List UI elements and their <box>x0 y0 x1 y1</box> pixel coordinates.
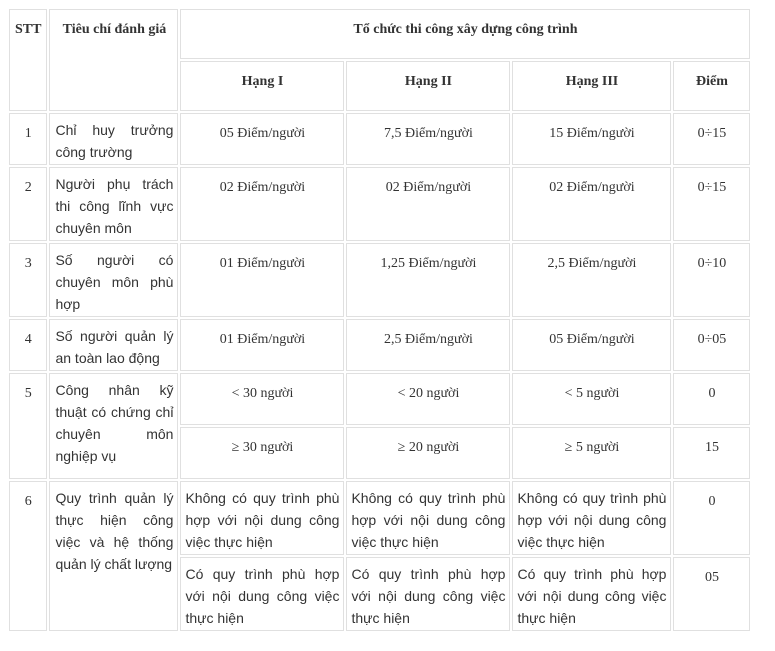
row-rank-2: 1,25 Điểm/người <box>346 243 510 317</box>
row-rank-1: 01 Điểm/người <box>180 319 344 371</box>
header-rank-2: Hạng II <box>346 61 510 111</box>
row-rank-3: 15 Điểm/người <box>512 113 671 165</box>
header-rank-3: Hạng III <box>512 61 671 111</box>
row-rank-2: ≥ 20 người <box>346 427 510 479</box>
row-score: 0÷05 <box>673 319 750 371</box>
row-rank-3: < 5 người <box>512 373 671 425</box>
row-stt: 5 <box>9 373 47 479</box>
table-row <box>9 167 750 241</box>
header-stt: STT <box>9 9 47 111</box>
row-rank-1: 05 Điểm/người <box>180 113 344 165</box>
row-score: 0 <box>673 481 750 555</box>
header-criteria: Tiêu chí đánh giá <box>49 9 178 111</box>
row-criteria: Số người có chuyên môn phù hợp <box>49 243 178 317</box>
row-rank-3: Không có quy trình phù hợp với nội dung công việc thực hiện <box>512 481 671 555</box>
row-criteria: Quy trình quản lý thực hiện công việc và hệ thống quản lý chất lượng <box>49 481 178 631</box>
evaluation-table <box>7 7 752 633</box>
table-row <box>9 373 750 425</box>
row-rank-1: Không có quy trình phù hợp với nội dung công việc thực hiện <box>180 481 344 555</box>
row-rank-3: 02 Điểm/người <box>512 167 671 241</box>
header-score: Điểm <box>673 61 750 111</box>
row-criteria: Chỉ huy trưởng công trường <box>49 113 178 165</box>
row-stt: 6 <box>9 481 47 631</box>
row-rank-3: 2,5 Điểm/người <box>512 243 671 317</box>
row-rank-1: < 30 người <box>180 373 344 425</box>
row-rank-2: Có quy trình phù hợp với nội dung công việc thực hiện <box>346 557 510 631</box>
table-row <box>9 481 750 555</box>
row-score: 05 <box>673 557 750 631</box>
row-stt: 4 <box>9 319 47 371</box>
row-stt: 2 <box>9 167 47 241</box>
row-rank-3: ≥ 5 người <box>512 427 671 479</box>
evaluation-table-container <box>7 7 752 633</box>
row-rank-1: 02 Điểm/người <box>180 167 344 241</box>
row-rank-2: 7,5 Điểm/người <box>346 113 510 165</box>
header-row <box>9 9 750 59</box>
row-rank-2: < 20 người <box>346 373 510 425</box>
row-rank-1: 01 Điểm/người <box>180 243 344 317</box>
row-score: 0÷10 <box>673 243 750 317</box>
row-score: 0÷15 <box>673 167 750 241</box>
row-stt: 3 <box>9 243 47 317</box>
row-criteria: Người phụ trách thi công lĩnh vực chuyên môn <box>49 167 178 241</box>
row-criteria: Công nhân kỹ thuật có chứng chỉ chuyên môn nghiệp vụ <box>49 373 178 479</box>
row-rank-2: 02 Điểm/người <box>346 167 510 241</box>
row-rank-1: Có quy trình phù hợp với nội dung công việc thực hiện <box>180 557 344 631</box>
row-criteria: Số người quản lý an toàn lao động <box>49 319 178 371</box>
table-row <box>9 113 750 165</box>
row-rank-3: 05 Điểm/người <box>512 319 671 371</box>
table-row <box>9 243 750 317</box>
header-rank-1: Hạng I <box>180 61 344 111</box>
header-group: Tổ chức thi công xây dựng công trình <box>180 9 750 59</box>
row-rank-1: ≥ 30 người <box>180 427 344 479</box>
row-rank-3: Có quy trình phù hợp với nội dung công việc thực hiện <box>512 557 671 631</box>
row-rank-2: 2,5 Điểm/người <box>346 319 510 371</box>
row-rank-2: Không có quy trình phù hợp với nội dung công việc thực hiện <box>346 481 510 555</box>
row-score: 0 <box>673 373 750 425</box>
table-row <box>9 319 750 371</box>
row-stt: 1 <box>9 113 47 165</box>
row-score: 15 <box>673 427 750 479</box>
row-score: 0÷15 <box>673 113 750 165</box>
